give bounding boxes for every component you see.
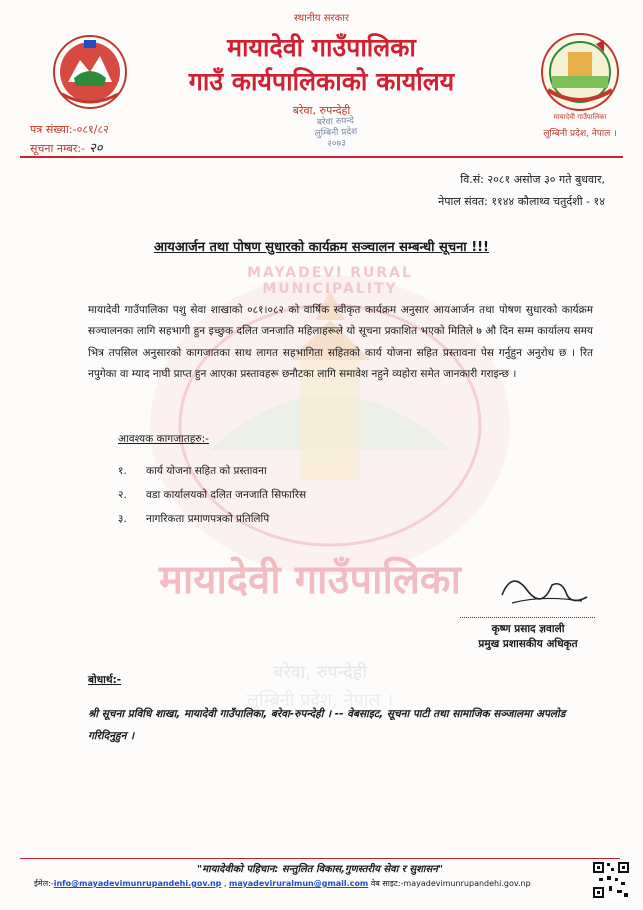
email-link-secondary[interactable]: mayadeviruralmun@gmail.com bbox=[229, 879, 369, 888]
letter-number-value: ०८१/८२ bbox=[76, 123, 109, 136]
stamp-line: लुम्बिनी प्रदेश bbox=[314, 126, 358, 140]
list-item-number: ३. bbox=[118, 513, 127, 525]
list-item-number: १. bbox=[118, 465, 127, 477]
letter-number-label: पत्र संख्या:- bbox=[30, 123, 77, 136]
list-item-text: वडा कार्यालयको दलित जनजाति सिफारिस bbox=[146, 489, 307, 501]
nepal-samvat-date: नेपाल संवत: ११४४ कौलाथ्व चतुर्दशी - १४ bbox=[438, 195, 605, 208]
header-divider bbox=[20, 156, 623, 158]
notice-body: मायादेवी गाउँपालिका पशु सेवा शाखाको ०८१।०८२ को वार्षिक स्वीकृत कार्यक्रम अनुसार आयआर्जन तथा पोषण सुधारको कार्यक्रम सञ्चालनका लागि सहभागी हुन इच्छुक दलित जनजाति महिलाहरूले यो सूचना प्रकाशित भएको मितिले ७ औ दिन सम्म कार्यालय समय भित्र तपसिल अनुसारको कागजातका साथ लागत सहभागिता सहितको कार्य योजना सहित प्रस्तावना पेस गर्नुहुन अनुरोध छ । रित नपुगेका वा म्याद नाघी प्राप्त हुन आएका प्रस्तावहरू छनौटका लागि समावेश नहुने व्यहोरा समेत जानकारी गराइन्छ । bbox=[88, 304, 593, 380]
footer-divider bbox=[20, 858, 620, 859]
signatory-title: प्रमुख प्रशासकीय अधिकृत bbox=[478, 638, 578, 650]
qr-code-icon[interactable] bbox=[591, 860, 631, 900]
email-label: ईमेल:- bbox=[34, 879, 54, 888]
website-label: वेब साइट:- bbox=[368, 879, 404, 888]
footer-motto: "मायादेवीको पहिचान: सन्तुलित विकास,गुणस्तरीय सेवा र सुशासन" bbox=[196, 864, 444, 875]
seal-caption: मायादेवी गाउँपालिका bbox=[553, 113, 607, 121]
province-label: लुम्बिनी प्रदेश, नेपाल । bbox=[543, 129, 617, 139]
office-address: बरेवा, रुपन्देही bbox=[292, 104, 351, 117]
cc-text: श्री सूचना प्रविधि शाखा, मायादेवी गाउँपालिका, बरेवा-रुपन्देही । -- वेबसाइट, सूचना पाटी तथा सामाजिक सञ्जालमा अपलोड गरिदिनुहुन । bbox=[88, 708, 566, 742]
gov-label: स्थानीय सरकार bbox=[294, 13, 349, 24]
office-stamp bbox=[299, 115, 373, 152]
signature-line bbox=[460, 617, 595, 618]
watermark-address: बरेवा, रुपन्देही bbox=[272, 662, 368, 683]
office-title: गाउँ कार्यपालिकाको कार्यालय bbox=[188, 67, 455, 96]
list-item bbox=[118, 512, 269, 526]
municipality-seal-icon bbox=[538, 30, 622, 114]
requirements-title: आवश्यक कागजातहरु:- bbox=[118, 433, 209, 445]
watermark-arc-text: MAYADEVI RURAL MUNICIPALITY bbox=[247, 265, 413, 297]
stamp-line: २०७३ bbox=[326, 138, 347, 150]
signature-icon bbox=[492, 565, 592, 615]
letter-number bbox=[30, 122, 109, 137]
list-item-number: २. bbox=[118, 489, 127, 501]
list-item-text: कार्य योजना सहित को प्रस्तावना bbox=[146, 465, 267, 477]
notice-heading: आयआर्जन तथा पोषण सुधारको कार्यक्रम सञ्चालन सम्बन्धी सूचना !!! bbox=[154, 240, 489, 255]
notice-number bbox=[30, 138, 103, 156]
watermark-main-text: मायादेवी गाउँपालिका bbox=[158, 557, 462, 603]
list-item bbox=[118, 488, 306, 502]
email-separator: , bbox=[221, 879, 230, 888]
email-link-primary[interactable]: info@mayadevimunrupandehi.gov.np bbox=[53, 879, 222, 888]
notice-number-value: २० bbox=[89, 141, 103, 156]
list-item-text: नागरिकता प्रमाणपत्रको प्रतिलिपि bbox=[146, 513, 270, 525]
vikram-samvat-date: वि.सं: २०८१ असोज ३० गते बुधवार, bbox=[460, 173, 605, 186]
watermark-province: लुम्बिनी प्रदेश, नेपाल । bbox=[246, 690, 394, 711]
nepal-emblem-icon bbox=[50, 30, 130, 112]
stamp-line: बरेवा रुपन्दे bbox=[316, 116, 355, 128]
municipality-title: मायादेवी गाउँपालिका bbox=[227, 33, 416, 62]
website-link[interactable]: mayadevimunrupandehi.gov.np bbox=[403, 879, 531, 888]
notice-number-label: सूचना नम्बर:- bbox=[30, 142, 86, 155]
cc-label: बोधार्थ:- bbox=[88, 674, 122, 686]
signatory-name: कृष्ण प्रसाद ज्ञवाली bbox=[491, 623, 565, 635]
footer-contacts bbox=[34, 878, 594, 889]
list-item bbox=[118, 464, 267, 478]
